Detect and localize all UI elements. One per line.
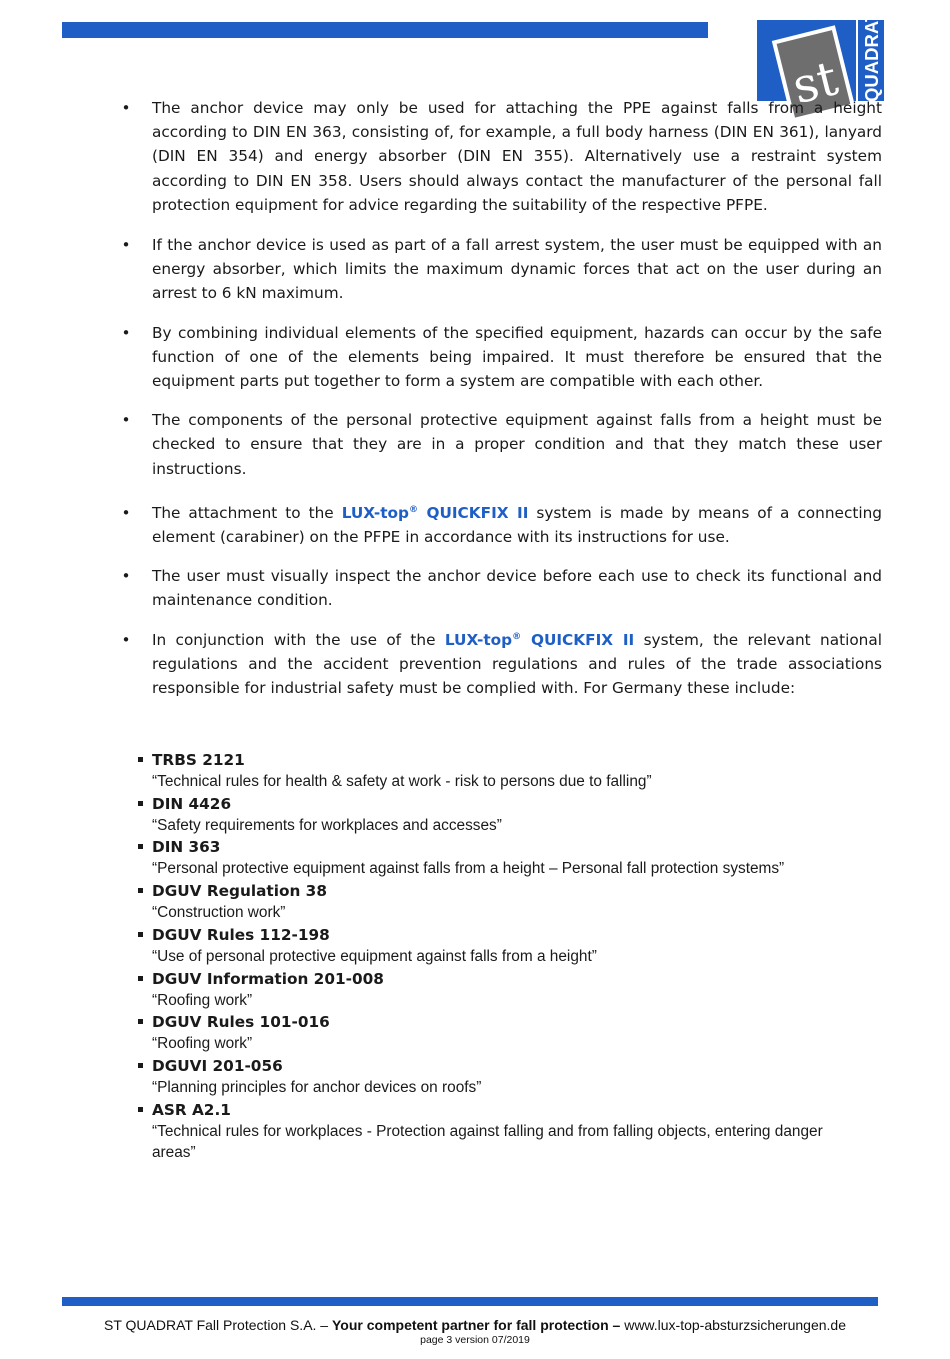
brand-name: LUX-top® QUICKFIX II: [341, 503, 529, 522]
regulation-title: “Roofing work”: [152, 1035, 253, 1053]
instruction-bullet: [118, 233, 882, 306]
logo-wordmark: QUADRAT: [861, 16, 882, 102]
instruction-bullet: [118, 501, 882, 549]
square-bullet-icon: [138, 1063, 143, 1068]
bullet-dot: •: [121, 411, 131, 430]
regulation-item: [118, 1099, 858, 1164]
bullet-text-start: In conjunction with the use of the: [152, 630, 445, 649]
bullet-text: [152, 501, 882, 549]
regulation-title: “Technical rules for workplaces - Protection against falling and from falling objects, entering danger areas”: [152, 1122, 823, 1162]
regulation-code: DGUV Rules 101-016: [152, 1013, 330, 1032]
regulation-item: [118, 1011, 858, 1055]
bullet-dot: •: [121, 567, 131, 586]
regulation-item: [118, 880, 858, 924]
instruction-bullet: [118, 96, 882, 217]
regulation-code: DGUV Rules 112-198: [152, 925, 330, 944]
square-bullet-icon: [138, 888, 143, 893]
footer-page-info: page 3 version 07/2019: [420, 1334, 530, 1346]
brand-name: LUX-top® QUICKFIX II: [444, 630, 635, 649]
regulation-code: DGUV Information 201-008: [152, 969, 384, 988]
bullet-dot: •: [121, 630, 131, 649]
footer-company: ST QUADRAT Fall Protection S.A. –: [104, 1317, 332, 1333]
regulation-title: “Roofing work”: [152, 991, 253, 1009]
footer-text: [0, 1316, 950, 1334]
square-bullet-icon: [138, 932, 143, 937]
bullet-text: The components of the personal protective equipment against falls from a height must be checked to ensure that they are in a proper condition and that they match these user instructions.: [152, 411, 882, 478]
regulation-code: DIN 4426: [152, 794, 232, 813]
regulation-item: [118, 968, 858, 1012]
registered-mark: ®: [512, 631, 522, 642]
regulation-item: [118, 1055, 858, 1099]
bullet-text: The anchor device may only be used for attaching the PPE against falls from a height according to DIN EN 363, consisting of, for example, a full body harness (DIN EN 361), lanyard (DIN EN 354) and energy absorber (DIN EN 355). Alternatively use a restraint system according to DIN EN 358. Users should always contact the manufacturer of the personal fall protection equipment for advice regarding the suitability of the respective PFPE.: [152, 99, 882, 214]
regulation-title: “Safety requirements for workplaces and accesses”: [152, 816, 502, 834]
square-bullet-icon: [138, 844, 143, 849]
logo-initials: st: [787, 50, 844, 116]
regulation-item: [118, 836, 858, 880]
regulations-list: [118, 749, 858, 1164]
footer-tagline: Your competent partner for fall protection –: [331, 1317, 621, 1333]
header-accent-bar: [62, 22, 708, 38]
instruction-bullet: [118, 564, 882, 612]
instruction-bullet: [118, 321, 882, 394]
regulation-item: [118, 793, 858, 837]
bullet-text: By combining individual elements of the specified equipment, hazards can occur by the safe function of one of the elements being impaired. It must therefore be ensured that the equipment parts put together to form a system are compatible with each other.: [152, 323, 882, 391]
footer-website: www.lux-top-absturzsicherungen.de: [620, 1317, 846, 1333]
regulation-item: [118, 749, 858, 793]
bullet-text-end: system is made by means of a connecting element (carabiner) on the PFPE in accordance with its instructions for use.: [152, 503, 883, 547]
square-bullet-icon: [138, 801, 143, 806]
instruction-bullet: [118, 408, 882, 481]
square-bullet-icon: [138, 1019, 143, 1024]
regulation-title: “Planning principles for anchor devices on roofs”: [152, 1078, 482, 1096]
bullet-text-end: system, the relevant national regulations and the accident prevention regulations and rules of the trade associations responsible for industrial safety must be complied with. For Germany these include:: [152, 630, 882, 698]
bullet-dot: •: [121, 99, 131, 117]
regulation-code: TRBS 2121: [152, 751, 245, 769]
bullet-text: [152, 628, 882, 701]
regulation-title: “Use of personal protective equipment against falls from a height”: [152, 947, 597, 965]
regulation-title: “Personal protective equipment against falls from a height – Personal fall protection systems”: [152, 860, 785, 878]
bullet-text: The user must visually inspect the anchor device before each use to check its functional and maintenance condition.: [152, 567, 882, 610]
registered-mark: ®: [408, 504, 418, 515]
bullet-text-start: The attachment to the: [152, 503, 342, 522]
regulation-title: “Construction work”: [152, 904, 286, 922]
regulation-code: ASR A2.1: [152, 1100, 231, 1119]
regulation-code: DIN 363: [152, 838, 221, 857]
regulation-item: [118, 924, 858, 968]
square-bullet-icon: [138, 1107, 143, 1112]
regulation-code: DGUV Regulation 38: [152, 882, 327, 901]
instructions-section: [118, 96, 882, 700]
regulation-title: “Technical rules for health & safety at work - risk to persons due to falling”: [152, 773, 652, 790]
bullet-dot: •: [121, 323, 131, 342]
square-bullet-icon: [138, 757, 143, 762]
bullet-text: If the anchor device is used as part of a fall arrest system, the user must be equipped with an energy absorber, which limits the maximum dynamic forces that act on the user during an arrest to 6 kN maximum.: [152, 236, 882, 303]
bullet-dot: •: [121, 236, 131, 255]
regulation-code: DGUVI 201-056: [152, 1056, 283, 1075]
instruction-bullet: [118, 628, 882, 701]
square-bullet-icon: [138, 976, 143, 981]
bullet-dot: •: [121, 503, 131, 522]
footer-accent-bar: [62, 1297, 878, 1306]
